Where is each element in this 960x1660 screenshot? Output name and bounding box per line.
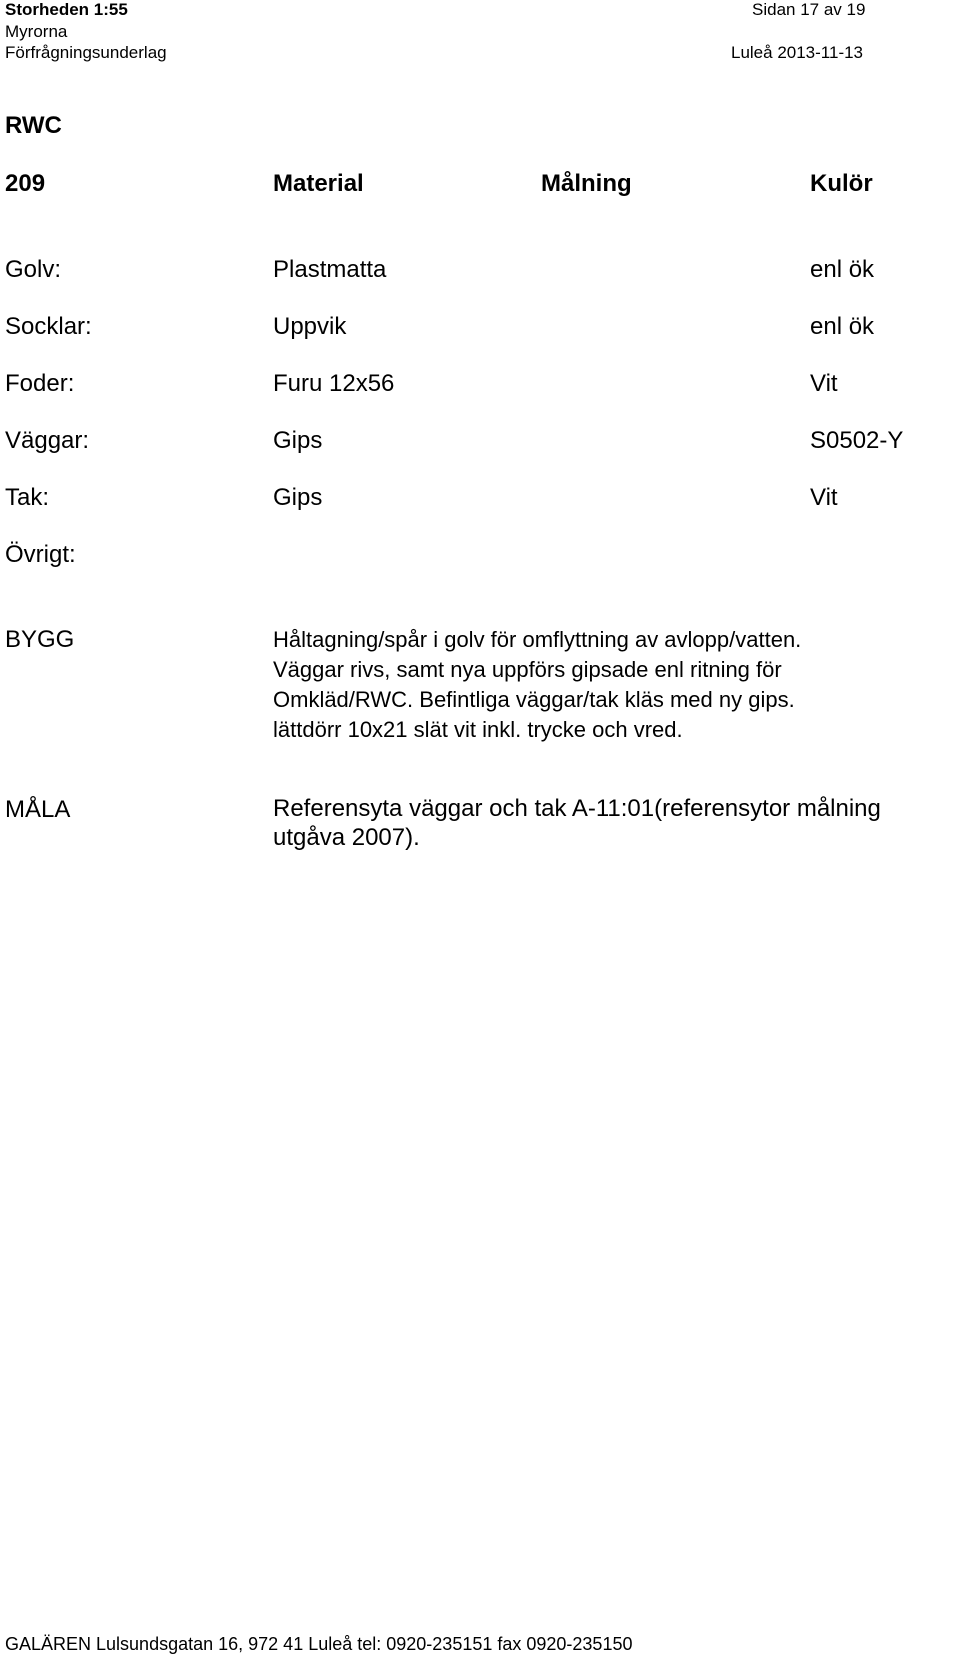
note-line: Referensyta väggar och tak A-11:01(referensytor målning — [273, 795, 881, 822]
row-label: Golv: — [5, 256, 62, 283]
section-title: RWC — [5, 112, 62, 139]
row-material: Gips — [273, 484, 323, 511]
room-number: 209 — [5, 170, 46, 197]
project-name: Storheden 1:55 — [5, 0, 128, 19]
document-type: Förfrågningsunderlag — [5, 43, 167, 62]
page-number: Sidan 17 av 19 — [752, 0, 866, 19]
other-label: Övrigt: — [5, 541, 76, 568]
trade-label: MÅLA — [5, 796, 71, 823]
row-material: Gips — [273, 427, 323, 454]
trade-label: BYGG — [5, 626, 75, 653]
note-text — [273, 625, 933, 745]
note-line: Väggar rivs, samt nya uppförs gipsade enl ritning för — [273, 657, 782, 682]
row-color: enl ök — [810, 313, 875, 340]
row-label: Väggar: — [5, 427, 90, 454]
place-date: Luleå 2013-11-13 — [731, 43, 864, 62]
row-label: Foder: — [5, 370, 75, 397]
row-label: Socklar: — [5, 313, 92, 340]
footer-contact: GALÄREN Lulsundsgatan 16, 972 41 Luleå tel: 0920-235151 fax 0920-235150 — [5, 1634, 633, 1654]
column-header-color: Kulör — [810, 170, 873, 197]
row-color: S0502-Y — [810, 427, 904, 454]
row-color: Vit — [810, 484, 838, 511]
note-line: utgåva 2007). — [273, 824, 420, 851]
row-color: enl ök — [810, 256, 875, 283]
row-material: Furu 12x56 — [273, 370, 395, 397]
row-label: Tak: — [5, 484, 50, 511]
note-line: Omkläd/RWC. Befintliga väggar/tak kläs med ny gips. — [273, 687, 795, 712]
column-header-material: Material — [273, 170, 364, 197]
column-header-painting: Målning — [541, 170, 632, 197]
note-line: lättdörr 10x21 slät vit inkl. trycke och vred. — [273, 717, 683, 742]
row-material: Uppvik — [273, 313, 347, 340]
client-name: Myrorna — [5, 22, 68, 41]
row-color: Vit — [810, 370, 838, 397]
note-line: Håltagning/spår i golv för omflyttning av avlopp/vatten. — [273, 627, 802, 652]
note-text — [273, 794, 953, 852]
row-material: Plastmatta — [273, 256, 387, 283]
